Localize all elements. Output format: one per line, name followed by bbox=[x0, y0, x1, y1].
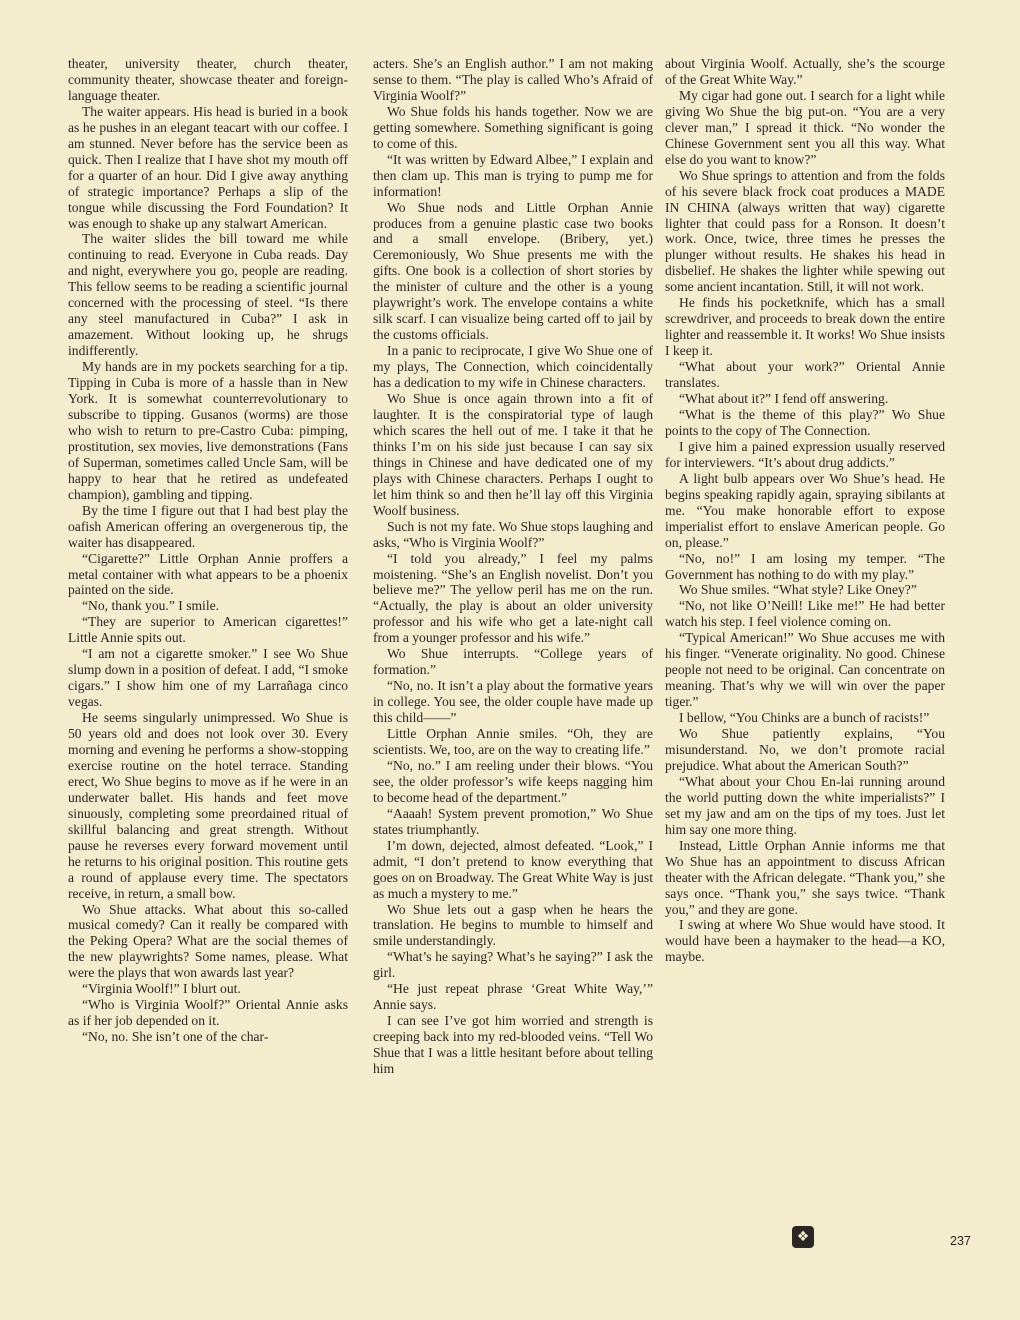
paragraph: Wo Shue is once again thrown into a fit of laughter. It is the conspiratorial type of laugh which scares the hell out of me. I take it that he thinks I’m on his side just because I can say six things in Chinese and have dedicated one of my plays with Chinese characters. Perhaps I ought to let him think so and then he’ll lay off this Virginia Woolf business. bbox=[373, 391, 653, 518]
paragraph: He seems singularly unimpressed. Wo Shue is 50 years old and does not look over 30. Every morning and evening he performs a show-stopping exercise routine on the hotel terrace. Standing erect, Wo Shue begins to move as if he were in an underwater ballet. His hands and feet move sinuously, completing some preordained ritual of skillful balancing and great strength. Without pause he reverses every forward movement until he returns to his original position. This routine gets a round of applause every time. The spectators receive, in return, a small bow. bbox=[68, 710, 348, 901]
end-mark-icon bbox=[792, 1226, 814, 1248]
paragraph: By the time I figure out that I had best play the oafish American offering an overgenerous tip, the waiter has disappeared. bbox=[68, 502, 348, 550]
paragraph: about Virginia Woolf. Actually, she’s the scourge of the Great White Way.” bbox=[665, 56, 945, 87]
paragraph: Little Orphan Annie smiles. “Oh, they are scientists. We, too, are on the way to creating life.” bbox=[373, 726, 653, 757]
paragraph: I swing at where Wo Shue would have stood. It would have been a haymaker to the head—a KO, maybe. bbox=[665, 917, 945, 965]
paragraph: Wo Shue springs to attention and from the folds of his severe black frock coat produces a MADE IN CHINA (always written that way) cigarette lighter that could pass for a Ronson. It doesn’t work. Once, twice, three times he presses the plunger without results. He shakes his head in disbelief. He shakes the lighter while spewing out some ancient incantation. Still, it will not work. bbox=[665, 167, 945, 295]
paragraph: Wo Shue smiles. “What style? Like Oney?” bbox=[679, 582, 917, 598]
paragraph: theater, university theater, church theater, community theater, showcase theater and foreign-language theater. bbox=[68, 56, 348, 103]
paragraph: Such is not my fate. Wo Shue stops laughing and asks, “Who is Virginia Woolf?” bbox=[373, 518, 653, 550]
paragraph: acters. She’s an English author.” I am not making sense to them. “The play is called Who’s Afraid of Virginia Woolf?” bbox=[373, 56, 653, 103]
page-number: 237 bbox=[950, 1234, 971, 1248]
paragraph: “No, thank you.” I smile. bbox=[82, 598, 220, 614]
paragraph: In a panic to reciprocate, I give Wo Shue one of my plays, The Connection, which coincidentally has a dedication to my wife in Chinese characters. bbox=[373, 343, 653, 391]
paragraph: I give him a pained expression usually reserved for interviewers. “It’s about drug addicts.” bbox=[665, 438, 945, 470]
paragraph: “I told you already,” I feel my palms moistening. “She’s an English novelist. Don’t you believe me?” The yellow peril has me on the run. “Actually, the play is about an older university professor and his wife who get a late-night call from a younger professor and his wife.” bbox=[373, 550, 653, 646]
paragraph: “No, no. She isn’t one of the char- bbox=[82, 1029, 269, 1045]
paragraph: Wo Shue interrupts. “College years of formation.” bbox=[373, 646, 653, 678]
paragraph: “What about your work?” Oriental Annie translates. bbox=[665, 359, 945, 391]
paragraph: He finds his pocketknife, which has a small screwdriver, and proceeds to break down the entire lighter and reassemble it. It works! Wo Shue insists I keep it. bbox=[665, 295, 945, 359]
paragraph: “What’s he saying? What’s he saying?” I ask the girl. bbox=[373, 949, 653, 981]
paragraph: “Aaaah! System prevent promotion,” Wo Shue states triumphantly. bbox=[373, 805, 653, 837]
paragraph: “What about it?” I fend off answering. bbox=[679, 391, 889, 407]
paragraph: “What about your Chou En-lai running around the world putting down the white imperialists?” I set my jaw and am on the tips of my toes. Just let him say one more thing. bbox=[665, 773, 945, 837]
paragraph: The waiter slides the bill toward me while continuing to read. Everyone in Cuba reads. Day and night, everywhere you go, people are reading. This fellow seems to be reading a scientific journal concerned with the processing of steel. “Is there any steel manufactured in Cuba?” I ask in amazement. Without looking up, he shrugs indifferently. bbox=[68, 231, 348, 359]
paragraph: “He just repeat phrase ‘Great White Way,’” Annie says. bbox=[373, 981, 653, 1013]
text-column-2 bbox=[373, 56, 653, 1077]
paragraph: Instead, Little Orphan Annie informs me that Wo Shue has an appointment to discuss African theater with the African delegate. “Thank you,” she says once. “Thank you,” she says twice. “Thank you,” and they are gone. bbox=[665, 837, 945, 917]
paragraph: “No, no!” I am losing my temper. “The Government has nothing to do with my play.” bbox=[665, 550, 945, 582]
paragraph: “Typical American!” Wo Shue accuses me with his finger. “Venerate originality. No good. Chinese people not need to be original. Can concentrate on meaning. That’s why we will win over the paper tiger.” bbox=[665, 630, 945, 710]
paragraph: Wo Shue attacks. What about this so-called musical comedy? Can it really be compared with the Peking Opera? What are the social themes of the new playwrights? Some names, please. What were the plays that won awards last year? bbox=[68, 901, 348, 981]
paragraph: “Virginia Woolf!” I blurt out. bbox=[82, 981, 241, 997]
paragraph: I bellow, “You Chinks are a bunch of racists!” bbox=[679, 710, 930, 726]
paragraph: The waiter appears. His head is buried in a book as he pushes in an elegant teacart with our coffee. I am stunned. Never before has the service been as quick. Then I realize that I have shot my mouth off for a quarter of an hour. Did I give away anything of strategic importance? Perhaps a slip of the tongue while discussing the Ford Foundation? It was enough to shake up any stalwart American. bbox=[68, 103, 348, 231]
paragraph: “No, no. It isn’t a play about the formative years in college. You see, the older couple have made up this child——” bbox=[373, 678, 653, 726]
text-column-3 bbox=[665, 56, 945, 965]
paragraph: Wo Shue nods and Little Orphan Annie produces from a genuine plastic case two books and a small envelope. (Bribery, yet.) Ceremoniously, Wo Shue presents me with the gifts. One book is a collection of short stories by the minister of culture and the other is a young playwright’s work. The envelope contains a white silk scarf. I can visualize being carted off to jail by the customs officials. bbox=[373, 199, 653, 343]
paragraph: Wo Shue folds his hands together. Now we are getting somewhere. Something significant is going to come of this. bbox=[373, 103, 653, 151]
paragraph: “What is the theme of this play?” Wo Shue points to the copy of The Connection. bbox=[665, 406, 945, 438]
paragraph: “No, no.” I am reeling under their blows. “You see, the older professor’s wife keeps nagging him to become head of the department.” bbox=[373, 757, 653, 805]
paragraph: Wo Shue lets out a gasp when he hears the translation. He begins to mumble to himself and smile understandingly. bbox=[373, 901, 653, 949]
paragraph: A light bulb appears over Wo Shue’s head. He begins speaking rapidly again, spraying sibilants at me. “You make honorable effort to expose imperialist effort to enslave American people. Go on, please.” bbox=[665, 470, 945, 550]
paragraph: Wo Shue patiently explains, “You misunderstand. No, we don’t promote racial prejudice. What about the American South?” bbox=[665, 726, 945, 773]
paragraph: I’m down, dejected, almost defeated. “Look,” I admit, “I don’t pretend to know everything that goes on on Broadway. The Great White Way is just as much a mystery to me.” bbox=[373, 837, 653, 901]
paragraph: “Cigarette?” Little Orphan Annie proffers a metal container with what appears to be a phoenix painted on the side. bbox=[68, 550, 348, 598]
paragraph: My hands are in my pockets searching for a tip. Tipping in Cuba is more of a hassle than in New York. It is somewhat counterrevolutionary to subscribe to tipping. Gusanos (worms) are those who wish to return to pre-Castro Cuba: pimping, prostitution, sex movies, live demonstrations (Fans of Superman, sometimes called Uncle Sam, will be happy to hear that he retired as undefeated champion), gambling and tipping. bbox=[68, 359, 348, 502]
paragraph: “They are superior to American cigarettes!” Little Annie spits out. bbox=[68, 614, 348, 646]
magazine-page bbox=[60, 56, 950, 1280]
paragraph: “It was written by Edward Albee,” I explain and then clam up. This man is trying to pump me for information! bbox=[373, 151, 653, 199]
paragraph: “No, not like O’Neill! Like me!” He had better watch his step. I feel violence coming on. bbox=[665, 598, 945, 630]
paragraph: My cigar had gone out. I search for a light while giving Wo Shue the big put-on. “You are a very clever man,” I spread it thick. “No wonder the Chinese Government sent you all this way. What else do you want to know?” bbox=[665, 87, 945, 167]
paragraph: “Who is Virginia Woolf?” Oriental Annie asks as if her job depended on it. bbox=[68, 997, 348, 1029]
paragraph: “I am not a cigarette smoker.” I see Wo Shue slump down in a position of defeat. I add, “I smoke cigars.” I show him one of my Larrañaga cinco vegas. bbox=[68, 646, 348, 710]
paragraph: I can see I’ve got him worried and strength is creeping back into my red-blooded veins. “Tell Wo Shue that I was a little hesitant before about telling him bbox=[373, 1013, 653, 1077]
text-column-1 bbox=[68, 56, 348, 1045]
end-mark-glyph: ❖ bbox=[796, 1229, 810, 1245]
